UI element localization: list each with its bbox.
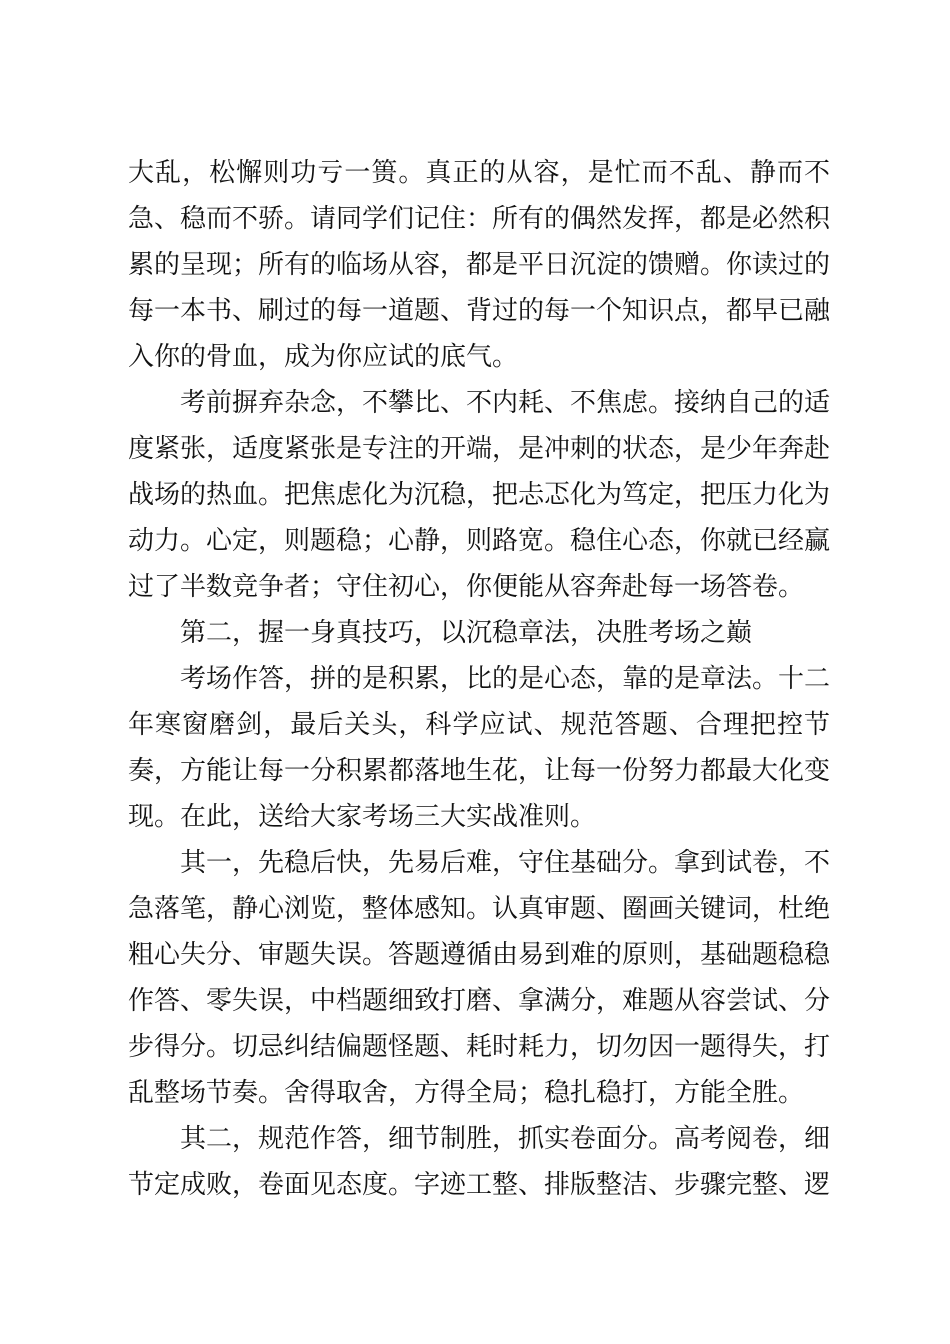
paragraph-mindset: 考前摒弃杂念，不攀比、不内耗、不焦虑。接纳自己的适度紧张，适度紧张是专注的开端，是冲刺的状态，是少年奔赴战场的热血。把焦虑化为沉稳，把忐忑化为笃定，把压力化为动力。心定，则题稳；心静，则路宽。稳住心态，你就已经赢过了半数竞争者；守住初心，你便能从容奔赴每一场答卷。: [128, 388, 831, 602]
paragraph-continued: 大乱，松懈则功亏一篑。真正的从容，是忙而不乱、静而不急、稳而不骄。请同学们记住：所有的偶然发挥，都是必然积累的呈现；所有的临场从容，都是平日沉淀的馈赠。你读过的每一本书、刷过的每一道题、背过的每一个知识点，都早已融入你的骨血，成为你应试的底气。: [128, 158, 831, 372]
paragraph-exam-method: 考场作答，拼的是积累，比的是心态，靠的是章法。十二年寒窗磨剑，最后关头，科学应试、规范答题、合理把控节奏，方能让每一分积累都落地生花，让每一份努力都最大化变现。在此，送给大家考场三大实战准则。: [128, 664, 831, 832]
paragraph-rule-two: 其二，规范作答，细节制胜，抓实卷面分。高考阅卷，细节定成败，卷面见态度。字迹工整、排版整洁、步骤完整、逻: [128, 1124, 831, 1200]
document-page: [128, 150, 830, 1208]
paragraph-rule-one: 其一，先稳后快，先易后难，守住基础分。拿到试卷，不急落笔，静心浏览，整体感知。认真审题、圈画关键词，杜绝粗心失分、审题失误。答题遵循由易到难的原则，基础题稳稳作答、零失误，中档题细致打磨、拿满分，难题从容尝试、分步得分。切忌纠结偏题怪题、耗时耗力，切勿因一题得失，打乱整场节奏。舍得取舍，方得全局；稳扎稳打，方能全胜。: [128, 848, 831, 1108]
section-heading: 第二，握一身真技巧，以沉稳章法，决胜考场之巅: [180, 618, 753, 648]
